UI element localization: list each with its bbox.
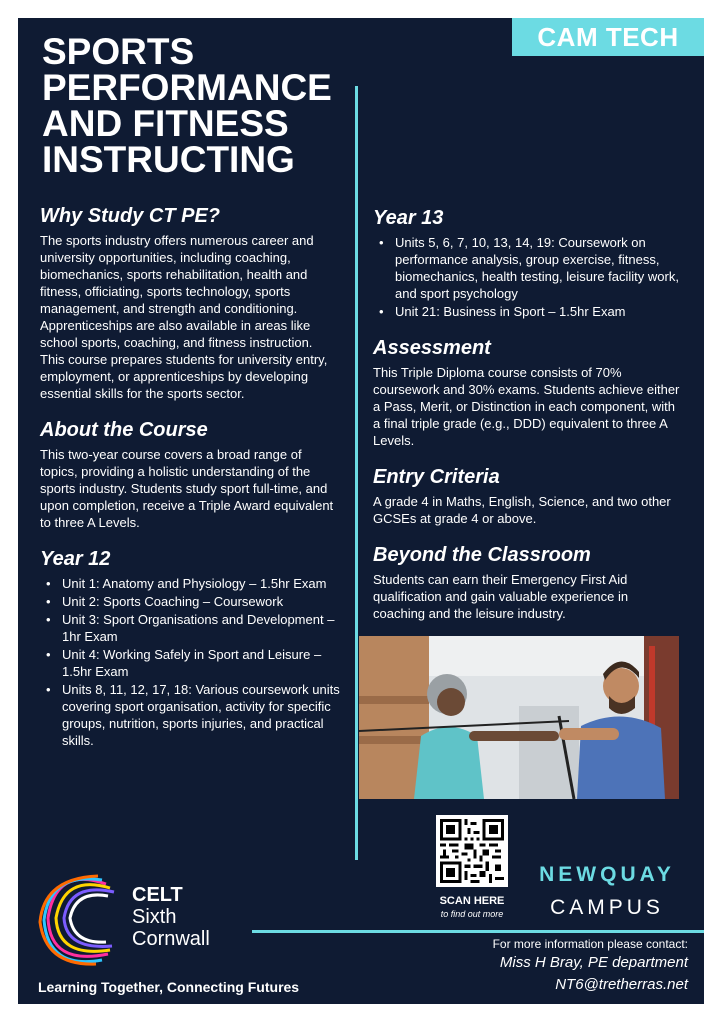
logo-line: Sixth [132,906,177,928]
why-body: The sports industry offers numerous career and university opportunities, including coaching, biomechanics, sports rehabilitation, health and fitness, officiating, sports technology, sports management, and strength and conditioning. Apprenticeships are also available in areas like school sports, coaching, and fitness instruction. This course prepares students for university entry, employment, or apprenticeships by developing essential skills for the sports sector. [40,233,328,401]
year13-list [373,234,683,320]
title-line: PERFORMANCE [42,67,332,108]
beyond-body: Students can earn their Emergency First Aid qualification and gain valuable experience in coaching and the leisure industry. [373,572,629,621]
title-line: SPORTS [42,31,195,72]
list-item: • Unit 3: Sport Organisations and Development – 1hr Exam [40,611,340,645]
beyond-heading: Beyond the Classroom [373,544,591,566]
year12-list [40,575,340,749]
celt-logo-text [132,884,210,950]
scan-here-label: SCAN HERE [439,895,505,907]
list-item: • Units 5, 6, 7, 10, 13, 14, 19: Coursework on performance analysis, group exercise, fitness, biomechanics, health testing, leisure facility work, and sport psychology [373,234,683,302]
list-item: • Units 8, 11, 12, 17, 18: Various coursework units covering sport organisation, activity for specific groups, nutrition, sports injuries, and practical skills. [40,681,340,749]
coaching-photo [359,636,679,799]
entry-body: A grade 4 in Maths, English, Science, and two other GCSEs at grade 4 or above. [373,494,671,526]
qr-caption [418,894,526,920]
list-item: • Unit 4: Working Safely in Sport and Leisure – 1.5hr Exam [40,646,340,680]
title-line: AND FITNESS [42,103,289,144]
contact-intro: For more information please contact: [492,937,688,951]
list-item: • Unit 2: Sports Coaching – Coursework [40,593,340,610]
campus-label: CAMPUS [550,896,664,919]
why-heading: Why Study CT PE? [40,205,220,227]
list-item: • Unit 21: Business in Sport – 1.5hr Exam [373,303,683,320]
about-heading: About the Course [40,419,208,441]
assessment-heading: Assessment [373,337,491,359]
find-out-more-label: to find out more [440,909,504,919]
logo-line: CELT [132,884,183,906]
column-divider [355,86,358,860]
contact-name: Miss H Bray, PE department [499,954,688,971]
logo-line: Cornwall [132,928,210,950]
cam-tech-badge: CAM TECH [512,18,704,56]
list-item: • Unit 1: Anatomy and Physiology – 1.5hr Exam [40,575,340,592]
title-line: INSTRUCTING [42,139,295,180]
flyer-page [18,18,704,1004]
qr-code-icon [440,819,504,883]
campus-name: NEWQUAY [539,863,675,886]
footer-divider [252,930,704,933]
left-column [40,204,340,765]
contact-email[interactable]: NT6@tretherras.net [555,976,688,993]
year13-heading: Year 13 [373,207,444,229]
about-body: This two-year course covers a broad range of topics, providing a holistic understanding of the sports industry. Students study sport full-time, and upon completion, receive a Triple Award equivalent to three A Levels. [40,447,334,530]
logo-swirl-icon [36,866,128,970]
tagline: Learning Together, Connecting Futures [38,979,300,995]
entry-heading: Entry Criteria [373,466,500,488]
page-title [42,31,342,180]
qr-code[interactable] [436,815,508,887]
assessment-body: This Triple Diploma course consists of 70% coursework and 30% exams. Students achieve either a Pass, Merit, or Distinction in each component, with a final triple grade (e.g., DDD) equivalent to three A Levels. [373,365,680,448]
photo-illustration [359,636,679,799]
celt-logo-icon [36,866,128,970]
right-column [373,206,683,638]
year12-heading: Year 12 [40,548,111,570]
